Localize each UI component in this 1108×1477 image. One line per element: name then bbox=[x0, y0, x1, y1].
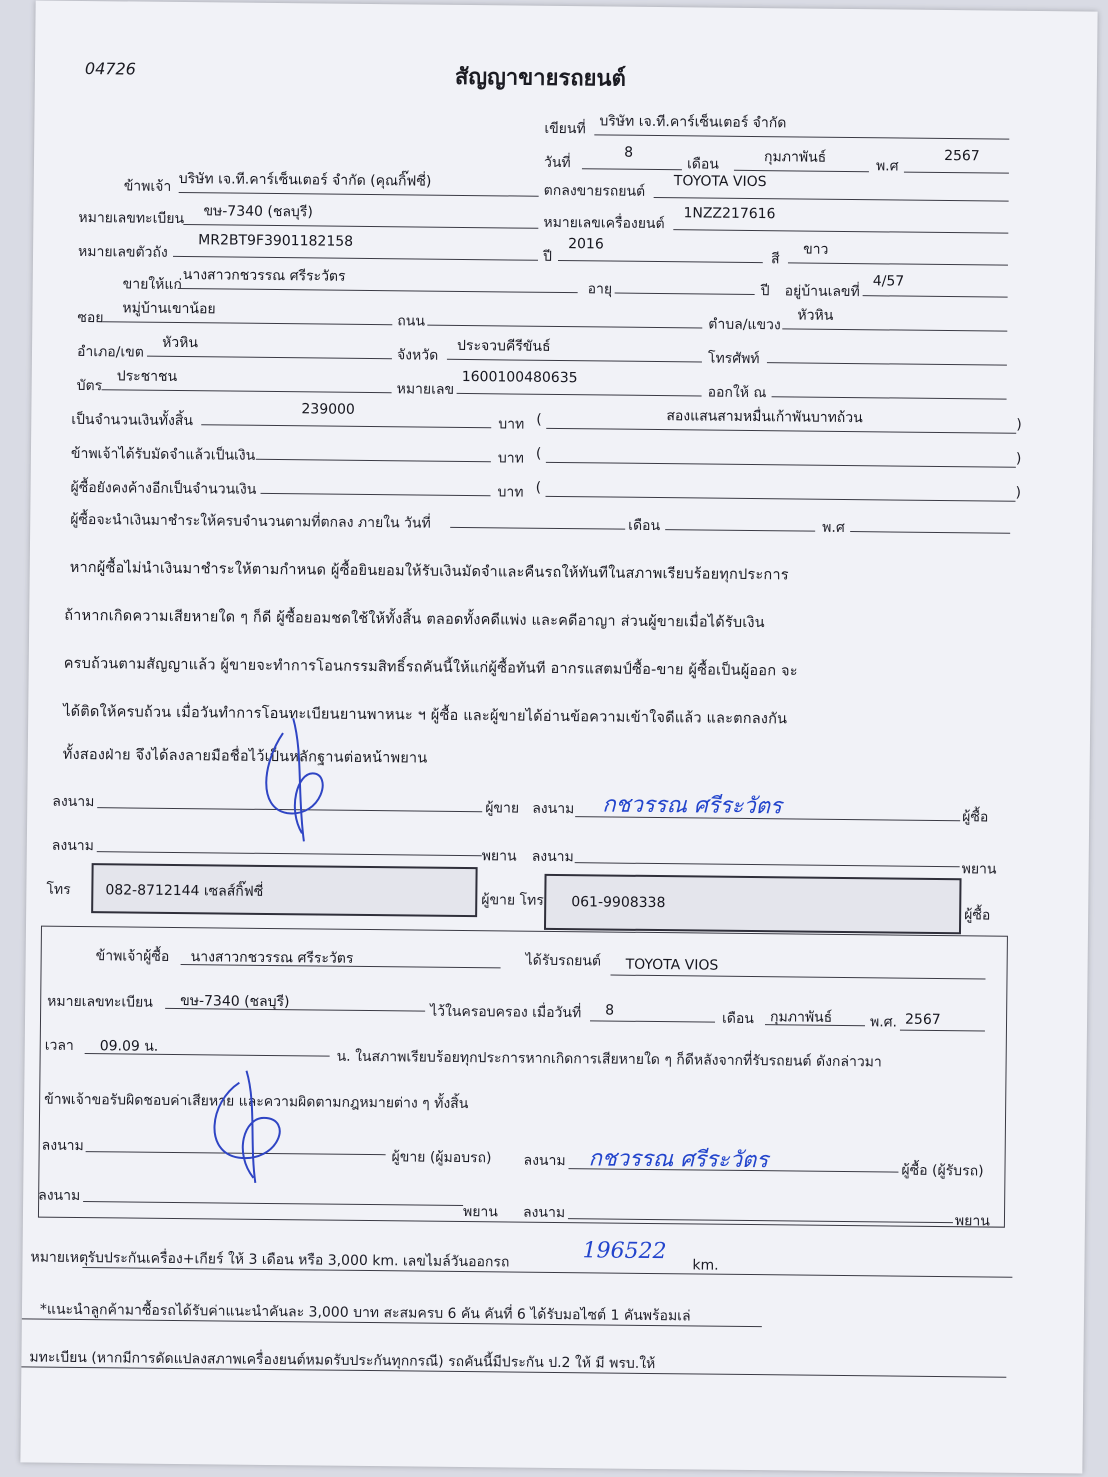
seller-phone-label: ผู้ขาย โทร bbox=[481, 892, 544, 909]
possess-label: ไว้ในครอบครอง เมื่อวันที่ bbox=[430, 1003, 582, 1022]
receipt-sign-label-1: ลงนาม bbox=[41, 1137, 84, 1155]
receipt-month-label: เดือน bbox=[721, 1010, 755, 1028]
car-color: ขาว bbox=[803, 241, 829, 258]
sign-label-1: ลงนาม bbox=[52, 793, 95, 811]
total-words: สองแสนสามหมื่นเก้าพันบาทถ้วน bbox=[666, 408, 863, 427]
receipt-condition-line: น. ในสภาพเรียบร้อยทุกประการหากเกิดการเสียหายใด ๆ ก็ดีหลังจากที่รับรถยนต์ ดังกล่าวมา bbox=[336, 1048, 882, 1071]
sign-label-4: ลงนาม bbox=[531, 848, 574, 866]
witness-label-1: พยาน bbox=[481, 848, 517, 865]
seller-signature-2 bbox=[183, 1062, 314, 1188]
receipt-witness-label-2: พยาน bbox=[954, 1213, 990, 1230]
car-year-label: ปี bbox=[542, 248, 553, 265]
province-label: จังหวัด bbox=[396, 347, 439, 364]
seller-phone-box bbox=[91, 863, 478, 917]
age-unit: ปี bbox=[760, 283, 770, 300]
receipt-buyer-sign-label: ผู้ซื้อ (ผู้รับรถ) bbox=[901, 1162, 984, 1180]
time-label: เวลา bbox=[44, 1037, 74, 1054]
baht-label-3: บาท bbox=[497, 484, 524, 501]
chassis-number: MR2BT9F3901182158 bbox=[198, 232, 354, 250]
tambon-value: หัวหิน bbox=[797, 307, 834, 324]
receipt-sign-label-2: ลงนาม bbox=[523, 1152, 566, 1170]
terms-line-2: ถ้าหากเกิดความเสียหายใด ๆ ก็ดี ผู้ซื้อยอมชดใช้ให้ทั้งสิ้น ตลอดทั้งคดีแพ่ง และคดีอาญา ส่วนผู้ขายเมื่อได้รับเงิน bbox=[64, 607, 765, 632]
buyer-name: นางสาวกชวรรณ ศรีระวัตร bbox=[182, 267, 346, 285]
terms-line-4: ได้ติดให้ครบถ้วน เมื่อวันทำการโอนทะเบียนยานพาหนะ ฯ ผู้ซื้อ และผู้ขายได้อ่านข้อความเข้าใจดีแล้ว และตกลงกัน bbox=[63, 703, 788, 728]
date-year-label: พ.ศ bbox=[875, 158, 899, 175]
car-model: TOYOTA VIOS bbox=[673, 173, 767, 191]
date-day-label: วันที่ bbox=[543, 154, 571, 172]
reg-value: ขษ-7340 (ชลบุรี) bbox=[203, 203, 313, 221]
receipt-liability-line: ข้าพเจ้าขอรับผิดชอบค่าเสียหาย และความผิดตามกฎหมายต่าง ๆ ทั้งสิ้น bbox=[44, 1091, 469, 1113]
receipt-witness-label-1: พยาน bbox=[462, 1204, 498, 1221]
buyer-phone: 061-9908338 bbox=[571, 894, 666, 912]
agree-label: ตกลงขายรถยนต์ bbox=[543, 182, 646, 200]
receipt-time: 09.09 น. bbox=[99, 1038, 159, 1055]
receipt-buyer-label: ข้าพเจ้าผู้ซื้อ bbox=[95, 948, 170, 965]
pay-year-label: พ.ศ bbox=[822, 519, 845, 536]
buyer-label-1: ผู้ซื้อ bbox=[962, 809, 989, 826]
mileage-value: 196522 bbox=[582, 1238, 667, 1265]
document-number: 04726 bbox=[84, 58, 136, 79]
card-label: บัตร bbox=[76, 377, 103, 395]
phone-label-1: โทร bbox=[46, 881, 71, 898]
buyer-phone-label: ผู้ซื้อ bbox=[964, 907, 991, 924]
receipt-reg-label: หมายเลขทะเบียน bbox=[47, 993, 153, 1011]
terms-line-1: หากผู้ซื้อไม่นำเงินมาชำระให้ตามกำหนด ผู้ซื้อยินยอมให้รับเงินมัดจำและคืนรถให้ทันทีในสภาพเรียบร้อยทุกประการ bbox=[69, 559, 789, 584]
buyer-signature-2: กชวรรณ ศรีระวัตร bbox=[588, 1146, 769, 1174]
terms-line-3: ครบถ้วนตามสัญญาแล้ว ผู้ขายจะทำการโอนกรรมสิทธิ์รถคันนี้ให้แก่ผู้ซื้อทันที อากรแสตมป์ซื้อ-ขาย ผู้ซื้อเป็นผู้ออก จะ bbox=[63, 655, 798, 680]
car-year: 2016 bbox=[568, 236, 604, 253]
receipt-seller-label: ผู้ขาย (ผู้มอบรถ) bbox=[391, 1149, 492, 1167]
baht-label-2: บาท bbox=[497, 450, 524, 467]
total-label: เป็นจำนวนเงินทั้งสิ้น bbox=[71, 411, 194, 430]
receipt-month: กุมภาพันธ์ bbox=[769, 1009, 833, 1026]
seller-phone: 082-8712144 เซลส์กิ๊ฟซี่ bbox=[105, 882, 264, 900]
engine-number: 1NZZ217616 bbox=[683, 205, 776, 223]
receipt-year: 2567 bbox=[904, 1011, 941, 1029]
km-unit: km. bbox=[692, 1257, 719, 1274]
receipt-sign-label-4: ลงนาม bbox=[522, 1204, 566, 1222]
card-type: ประชาชน bbox=[116, 368, 178, 385]
note-label: หมายเหตุ bbox=[30, 1249, 89, 1267]
sign-label-3: ลงนาม bbox=[51, 837, 94, 855]
witness-label-2: พยาน bbox=[961, 861, 997, 878]
house-number: 4/57 bbox=[872, 273, 905, 290]
date-year: 2567 bbox=[944, 148, 980, 165]
receipt-buyer-name: นางสาวกชวรรณ ศรีระวัตร bbox=[190, 949, 354, 967]
amphoe-value: หัวหิน bbox=[162, 334, 199, 352]
receipt-reg: ขษ-7340 (ชลบุรี) bbox=[180, 993, 290, 1011]
buyer-label: ขายให้แก่ bbox=[122, 276, 182, 294]
soi-label: ซอย bbox=[77, 309, 104, 327]
date-month: กุมภาพันธ์ bbox=[763, 149, 827, 166]
receipt-year-label: พ.ศ. bbox=[869, 1014, 898, 1031]
date-month-label: เดือน bbox=[686, 156, 719, 173]
pay-deadline-label: ผู้ซื้อจะนำเงินมาชำระให้ครบจำนวนตามที่ตกลง ภายใน วันที่ bbox=[70, 511, 431, 532]
contract-page: 04726 สัญญาขายรถยนต์ เขียนที่ บริษัท เจ.ที.คาร์เซ็นเตอร์ จำกัด วันที่ 8 เดือน กุมภาพันธ์ พ.ศ 2567 ข้าพเจ้า บริษัท เจ.ที.คาร์เซ็นเตอร์ จำกัด (คุณกิ๊ฟซี่) ตกลงขายรถยนต์ TOYOTA VIOS หมายเลขทะเบียน ขษ-7340 (ชลบุรี) หมายเลขเครื่องยนต์ 1NZZ217616 หมายเลขตัวถัง MR2BT9F3901182158 ปี 2016 สี ขาว ขายให้แก่ นางสาวกชวรรณ ศรีระวัตร อายุ ปี อยู่บ้านเลขที่ 4/57 ซอย หมู่บ้านเขาน้อย ถนน ตำบล/แขวง หัวหิน อำเภอ/เขต หัวหิน จังหวัด ประจวบคีรีขันธ์ โทรศัพท์ บัตร ประชาชน หมายเลข 1600100480635 ออกให้ ณ เป็นจำนวนเงินทั้งสิ้น 239000 บาท ( สองแสนสามหมื่นเก้าพันบาทถ้วน ) ข้าพเจ้าได้รับมัดจำแล้วเป็นเงิน บาท ( ) ผู้ซื้อยังคงค้างอีกเป็นจำนวนเงิน บาท ( ) ผู้ซื้อจะนำเงินมาชำระให้ครบจำนวนตามที่ตกลง ภายใน วันที่ เดือน พ.ศ หากผู้ซื้อไม่นำเงินมาชำระให้ตามกำหนด ผู้ซื้อยินยอมให้รับเงินมัดจำและคืนรถให้ทันทีในสภาพเรียบร้อยทุกประการ ถ้าหากเกิดความเสียหายใด ๆ ก็ดี ผู้ซื้อยอมชดใช้ให้ทั้งสิ้น ตลอดทั้งคดีแพ่ง และคดีอาญา ส่วนผู้ขายเมื่อได้รับเงิน ครบถ้วนตามสัญญาแล้ว ผู้ขายจะทำการโอนกรรมสิทธิ์รถคันนี้ให้แก่ผู้ซื้อทันที อากรแสตมป์ซื้อ-ขาย ผู้ซื้อเป็นผู้ออก จะ ได้ติดให้ครบถ้วน เมื่อวันทำการโอนทะเบียนยานพาหนะ ฯ ผู้ซื้อ และผู้ขายได้อ่านข้อความเข้าใจดีแล้ว และตกลงกัน ทั้งสองฝ่าย จึงได้ลงลายมือชื่อไว้เป็นหลักฐานต่อหน้าพยาน ลงนาม ผู้ขาย ลงนาม กชวรรณ ศรีระวัตร ผู้ซื้อ ลงนาม พยาน ลงนาม พยาน โทร 082-8712144 เซลส์กิ๊ฟซี่ ผู้ขาย โทร 061-9908338 ผู้ซื้อ ข้าพเจ้าผู้ซื้อ นางสาวกชวรรณ ศรีระวัตร ได้รับรถยนต์ TOYOTA VIOS หมายเลขทะเบียน ขษ-7340 (ชลบุรี) ไว้ในครอบครอง เมื่อวันที่ 8 เดือน กุมภาพันธ์ พ.ศ. 2567 เวลา 09.09 น. น. ในสภาพเรียบร้อยทุกประการหากเกิดการเสียหายใด ๆ ก็ดีหลังจากที่รับรถยนต์ ดังกล่าวมา ข้าพเจ้าขอรับผิดชอบค่าเสียหาย และความผิดตามกฎหมายต่าง ๆ ทั้งสิ้น ลงนาม ผู้ขาย (ผู้มอบรถ) ลงนาม กชวรรณ ศรีระวัตร ผู้ซื้อ (ผู้รับรถ) ลงนาม พยาน ลงนาม พยาน หมายเหตุ รับประกันเครื่อง+เกียร์ ให้ 3 เดือน หรือ 3,000 km. เลขไมล์วันออกรถ 196522 km. *แนะนำลูกค้ามาซื้อรถได้รับค่าแนะนำคันละ 3,000 บาท สะสมครบ 6 คัน คันที่ 6 ได้รับมอไซต์ 1 คันพร้อมเล่ มทะเบียน (หากมีการดัดแปลงสภาพเครื่องยนต์หมดรับประกันทุกกรณี) รถคันนี้มีประกัน ป.2 ให้ มี พรบ.ให้ bbox=[20, 0, 1097, 1473]
received-label: ได้รับรถยนต์ bbox=[525, 952, 602, 970]
id-number: 1600100480635 bbox=[461, 368, 578, 387]
chassis-label: หมายเลขตัวถัง bbox=[77, 243, 168, 261]
age-label: อายุ bbox=[587, 281, 613, 298]
seller-label: ข้าพเจ้า bbox=[123, 178, 172, 195]
color-label: สี bbox=[770, 251, 780, 268]
id-number-label: หมายเลข bbox=[396, 381, 455, 398]
soi-value: หมู่บ้านเขาน้อย bbox=[122, 300, 216, 318]
tambon-label: ตำบล/แขวง bbox=[708, 316, 781, 334]
written-at-value: บริษัท เจ.ที.คาร์เซ็นเตอร์ จำกัด bbox=[599, 113, 787, 132]
reg-label: หมายเลขทะเบียน bbox=[78, 209, 185, 228]
seller-signature-1 bbox=[242, 713, 363, 844]
sign-label-2: ลงนาม bbox=[532, 800, 575, 818]
buyer-signature-1: กชวรรณ ศรีระวัตร bbox=[602, 792, 782, 820]
receipt-day: 8 bbox=[605, 1002, 615, 1019]
seller-label-1: ผู้ขาย bbox=[485, 800, 520, 817]
seller-value: บริษัท เจ.ที.คาร์เซ็นเตอร์ จำกัด (คุณกิ๊ฟซี่) bbox=[178, 170, 432, 190]
pay-month-label: เดือน bbox=[628, 517, 661, 535]
written-at-label: เขียนที่ bbox=[544, 120, 586, 138]
amphoe-label: อำเภอ/เขต bbox=[76, 343, 144, 361]
terms-line-5: ทั้งสองฝ่าย จึงได้ลงลายมือชื่อไว้เป็นหลักฐานต่อหน้าพยาน bbox=[62, 746, 428, 767]
note-referral: *แนะนำลูกค้ามาซื้อรถได้รับค่าแนะนำคันละ 3,000 บาท สะสมครบ 6 คัน คันที่ 6 ได้รับมอไซต์ 1 คันพร้อมเล่ bbox=[39, 1301, 691, 1325]
receipt-sign-label-3: ลงนาม bbox=[38, 1187, 81, 1205]
province-value: ประจวบคีรีขันธ์ bbox=[457, 337, 551, 355]
baht-label-1: บาท bbox=[498, 416, 525, 433]
page-title: สัญญาขายรถยนต์ bbox=[454, 64, 626, 92]
road-label: ถนน bbox=[397, 313, 426, 330]
phone-label: โทรศัพท์ bbox=[707, 350, 760, 368]
note-insurance: มทะเบียน (หากมีการดัดแปลงสภาพเครื่องยนต์หมดรับประกันทุกกรณี) รถคันนี้มีประกัน ป.2 ให้ มี พรบ.ให้ bbox=[29, 1349, 656, 1373]
remain-label: ผู้ซื้อยังคงค้างอีกเป็นจำนวนเงิน bbox=[70, 479, 257, 498]
buyer-phone-box bbox=[544, 874, 962, 934]
date-day: 8 bbox=[624, 144, 634, 161]
note-warranty: รับประกันเครื่อง+เกียร์ ให้ 3 เดือน หรือ 3,000 km. เลขไมล์วันออกรถ bbox=[87, 1250, 510, 1271]
deposit-label: ข้าพเจ้าได้รับมัดจำแล้วเป็นเงิน bbox=[70, 445, 256, 464]
engine-label: หมายเลขเครื่องยนต์ bbox=[543, 214, 665, 233]
receipt-car: TOYOTA VIOS bbox=[625, 956, 719, 974]
total-amount: 239000 bbox=[301, 401, 355, 418]
house-label: อยู่บ้านเลขที่ bbox=[784, 283, 860, 301]
issued-label: ออกให้ ณ bbox=[707, 384, 767, 402]
